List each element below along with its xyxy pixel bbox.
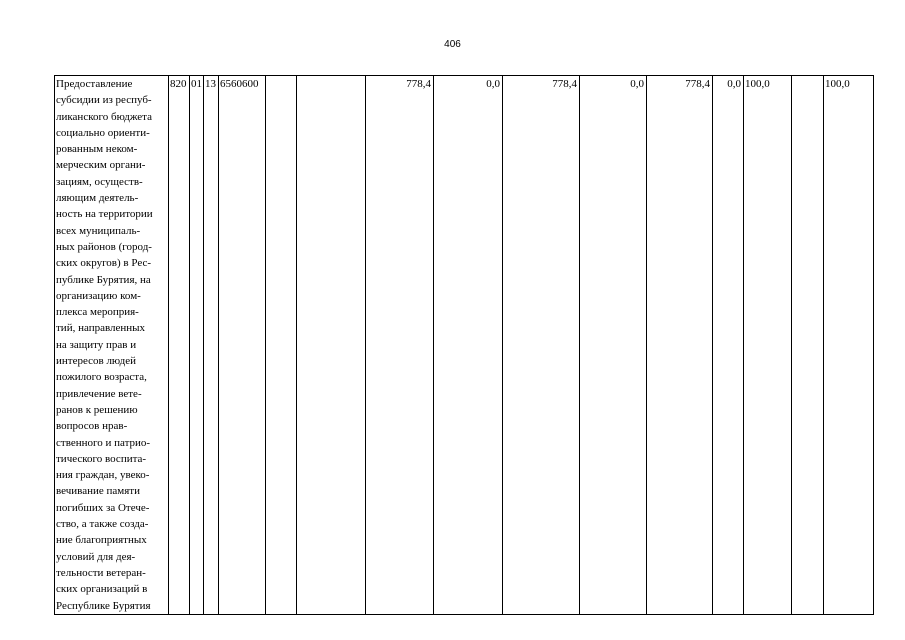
value-cell-2: 0,0 <box>434 76 503 615</box>
description-line: ния граждан, увеко- <box>56 469 150 482</box>
description-line: ранов к решению <box>56 403 138 416</box>
description-line: ских организаций в <box>56 583 148 596</box>
percent-cell-1: 100,0 <box>744 76 792 615</box>
description-line: ственного и патрио- <box>56 436 151 449</box>
value-cell-3: 778,4 <box>503 76 580 615</box>
expense-type-cell <box>266 76 297 615</box>
description-line: социально ориенти- <box>56 126 150 139</box>
description-line: рованным неком- <box>56 143 138 156</box>
description-line: ние благоприятных <box>56 534 147 547</box>
target-article-cell: 6560600 <box>219 76 266 615</box>
ministry-code-cell: 820 <box>169 76 190 615</box>
percent-cell-2: 100,0 <box>824 76 874 615</box>
description-line: ляющим деятель- <box>56 192 139 205</box>
description-line: плекса мероприя- <box>56 306 139 319</box>
page-number: 406 <box>444 39 461 50</box>
description-line: условий для дея- <box>56 550 136 563</box>
value-cell-6: 0,0 <box>713 76 744 615</box>
description-line: вопросов нрав- <box>56 420 128 433</box>
table-row <box>55 76 874 615</box>
description-line: ликанского бюджета <box>56 110 152 123</box>
budget-table <box>54 75 874 615</box>
description-line: организацию ком- <box>56 289 141 302</box>
description-line: Предоставление <box>56 78 133 90</box>
description-line: зациям, осуществ- <box>56 175 143 188</box>
description-line: погибших за Отече- <box>56 501 150 514</box>
description-line: всех муниципаль- <box>56 224 141 237</box>
description-line: вечивание памяти <box>56 485 140 498</box>
description-line: Республике Бурятия <box>56 599 151 612</box>
description-line: тического воспита- <box>56 452 147 465</box>
description-line: тельности ветеран- <box>56 566 146 579</box>
description-line: публике Бурятия, на <box>56 273 151 286</box>
section-code-cell: 01 <box>190 76 204 615</box>
value-cell-4: 0,0 <box>580 76 647 615</box>
subsection-code-cell: 13 <box>204 76 219 615</box>
description-line: ских округов) в Рес- <box>56 257 152 270</box>
description-line: ных районов (город- <box>56 240 152 253</box>
description-line: привлечение вете- <box>56 387 142 400</box>
blank-cell <box>792 76 824 615</box>
description-line: тий, направленных <box>56 322 146 335</box>
description-line: ство, а также созда- <box>56 518 149 531</box>
blank-cell <box>297 76 366 615</box>
description-cell <box>55 76 169 615</box>
description-line: мерческим органи- <box>56 159 146 172</box>
description-line: интересов людей <box>56 355 136 368</box>
value-cell-1: 778,4 <box>366 76 434 615</box>
description-line: на защиту прав и <box>56 338 137 351</box>
description-line: пожилого возраста, <box>56 371 147 384</box>
description-line: субсидии из респуб- <box>56 94 152 107</box>
value-cell-5: 778,4 <box>647 76 713 615</box>
description-line: ность на территории <box>56 208 153 221</box>
